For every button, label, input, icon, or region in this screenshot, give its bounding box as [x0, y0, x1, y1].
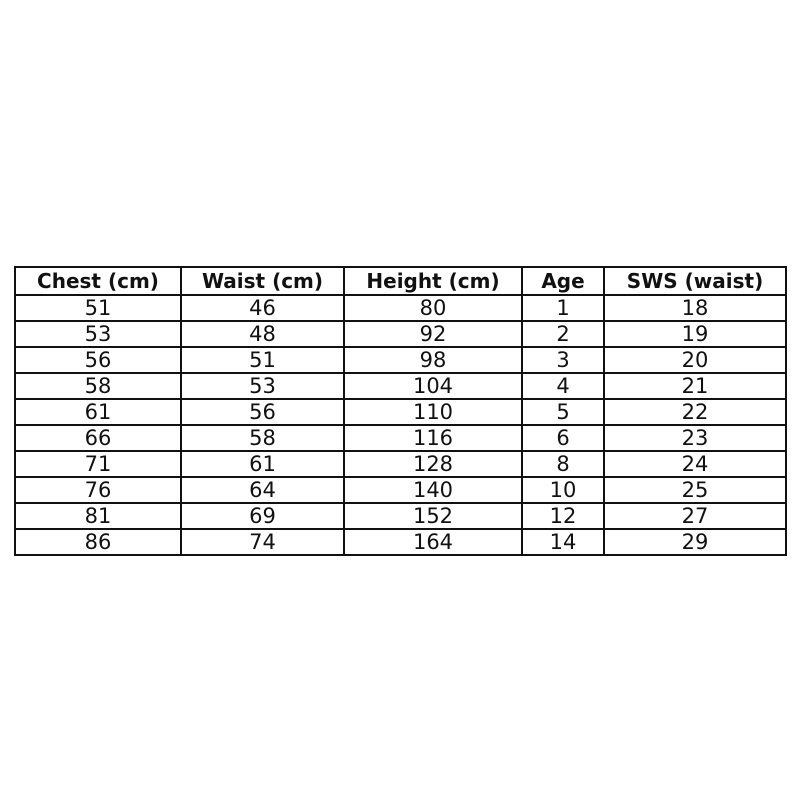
table-cell: 164 [344, 529, 522, 555]
table-cell: 23 [604, 425, 786, 451]
table-cell: 29 [604, 529, 786, 555]
table-cell: 92 [344, 321, 522, 347]
table-cell: 61 [181, 451, 344, 477]
table-row [15, 425, 786, 451]
column-header-chest: Chest (cm) [15, 267, 181, 295]
table-cell: 3 [522, 347, 604, 373]
column-header-age: Age [522, 267, 604, 295]
table-cell: 8 [522, 451, 604, 477]
table-cell: 98 [344, 347, 522, 373]
table-cell: 51 [181, 347, 344, 373]
table-cell: 74 [181, 529, 344, 555]
table-cell: 104 [344, 373, 522, 399]
column-header-height: Height (cm) [344, 267, 522, 295]
table-cell: 21 [604, 373, 786, 399]
table-cell: 140 [344, 477, 522, 503]
table-cell: 80 [344, 295, 522, 321]
column-header-waist: Waist (cm) [181, 267, 344, 295]
table-cell: 20 [604, 347, 786, 373]
table-row [15, 373, 786, 399]
table-cell: 66 [15, 425, 181, 451]
table-body [15, 295, 786, 555]
table-cell: 58 [181, 425, 344, 451]
table-cell: 1 [522, 295, 604, 321]
table-cell: 18 [604, 295, 786, 321]
table-header-row [15, 267, 786, 295]
table-cell: 51 [15, 295, 181, 321]
table-row [15, 399, 786, 425]
table-header [15, 267, 786, 295]
size-chart-table [14, 266, 787, 556]
table-row [15, 477, 786, 503]
table-cell: 56 [15, 347, 181, 373]
column-header-sws: SWS (waist) [604, 267, 786, 295]
table-cell: 81 [15, 503, 181, 529]
table-cell: 48 [181, 321, 344, 347]
table-cell: 12 [522, 503, 604, 529]
table-row [15, 503, 786, 529]
table-cell: 2 [522, 321, 604, 347]
table-cell: 86 [15, 529, 181, 555]
table-cell: 53 [181, 373, 344, 399]
table-cell: 64 [181, 477, 344, 503]
table-cell: 22 [604, 399, 786, 425]
table-cell: 152 [344, 503, 522, 529]
table-row [15, 529, 786, 555]
table-cell: 4 [522, 373, 604, 399]
table-cell: 110 [344, 399, 522, 425]
table-cell: 27 [604, 503, 786, 529]
table-cell: 128 [344, 451, 522, 477]
table-cell: 53 [15, 321, 181, 347]
table-cell: 116 [344, 425, 522, 451]
table-row [15, 321, 786, 347]
table-row [15, 347, 786, 373]
table-cell: 46 [181, 295, 344, 321]
table-cell: 10 [522, 477, 604, 503]
table-cell: 24 [604, 451, 786, 477]
table-row [15, 295, 786, 321]
table-cell: 58 [15, 373, 181, 399]
table-cell: 5 [522, 399, 604, 425]
table-cell: 19 [604, 321, 786, 347]
table-cell: 71 [15, 451, 181, 477]
table-cell: 76 [15, 477, 181, 503]
table-cell: 56 [181, 399, 344, 425]
table-cell: 6 [522, 425, 604, 451]
table-row [15, 451, 786, 477]
table-cell: 69 [181, 503, 344, 529]
table-cell: 25 [604, 477, 786, 503]
table-cell: 61 [15, 399, 181, 425]
table-cell: 14 [522, 529, 604, 555]
